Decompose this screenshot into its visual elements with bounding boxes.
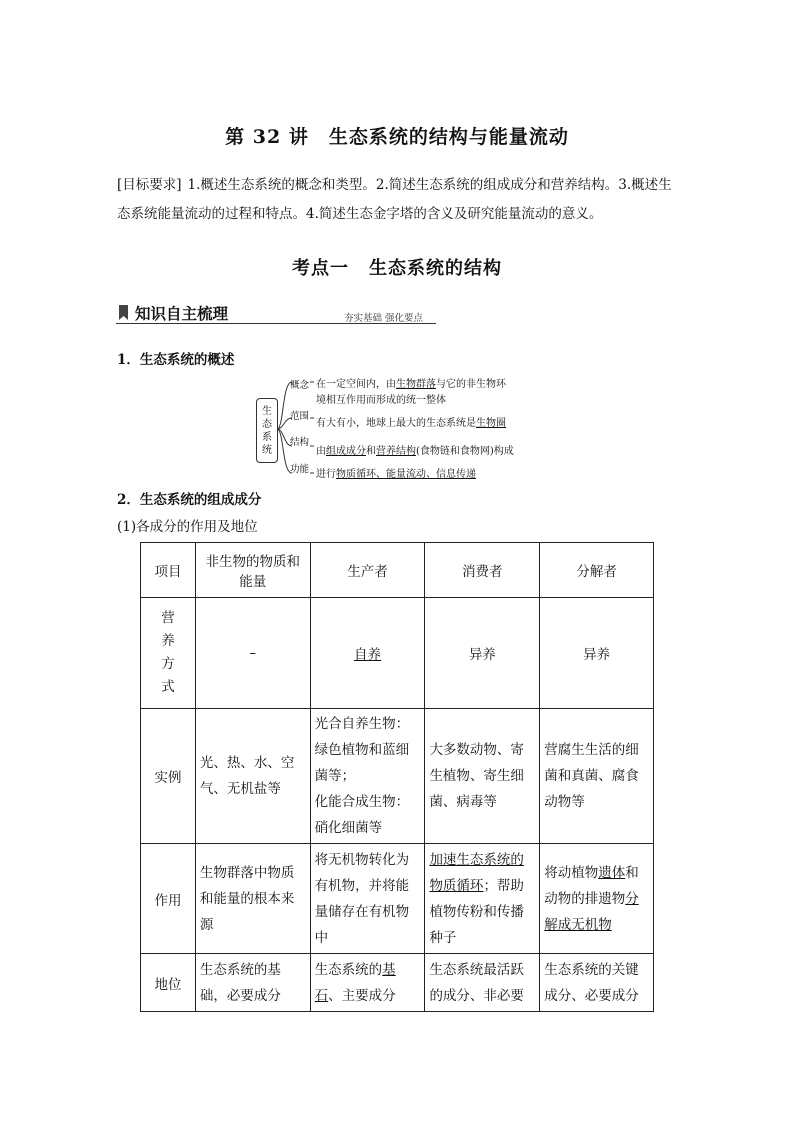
ecosystem-overview-diagram: [256, 370, 556, 486]
objectives-text: 1.概述生态系统的概念和类型。2.简述生态系统的组成成分和营养结构。3.概述生态系统能量流动的过程和特点。4.简述生态金字塔的含义及研究能量流动的意义。: [117, 177, 672, 222]
branch-text-concept-line2: 境相互作用而形成的统一整体: [316, 395, 446, 406]
table-cell: [310, 598, 425, 709]
text: 与它的非生物环: [436, 379, 506, 390]
diagram-root: [256, 398, 278, 463]
table-cell: 将无机物转化为有机物，并将能量储存在有机物中: [310, 844, 425, 954]
components-table: [140, 542, 654, 1012]
row-label: [141, 598, 196, 709]
underlined-term: 组成成分: [326, 446, 366, 457]
table-cell: [310, 954, 425, 1012]
heading-overview: 1．生态系统的概述: [117, 352, 235, 368]
table-cell: –: [195, 598, 310, 709]
row-label-char: 营: [161, 610, 175, 626]
section-rule: [116, 323, 436, 324]
table-row-nutrition: [141, 598, 654, 709]
table-header-row: [141, 543, 654, 598]
branch-text-concept: [316, 375, 506, 390]
row-label-char: 式: [161, 679, 175, 695]
heading-roles: (1)各成分的作用及地位: [117, 519, 258, 535]
table-cell: 光、热、水、空气、无机盐等: [195, 709, 310, 844]
cell-line: 光合自养生物：: [314, 716, 410, 732]
bookmark-icon: [118, 305, 129, 320]
table-cell: 生物群落中物质和能量的根本来源: [195, 844, 310, 954]
underlined-term: 自养: [354, 647, 382, 663]
table-cell: 生态系统的关键成分、必要成分: [540, 954, 654, 1012]
table-cell: [310, 709, 425, 844]
branch-label-structure: 结构: [290, 437, 310, 448]
table-cell: 生态系统的基础，必要成分: [195, 954, 310, 1012]
branch-label-concept: 概念: [290, 380, 310, 391]
table-header-cell: 非生物的物质和能量: [195, 543, 310, 598]
text: 将动植物: [544, 864, 599, 881]
table-header-cell: 分解者: [540, 543, 654, 598]
text: 生态系统的: [314, 961, 383, 978]
table-cell: 异养: [540, 598, 654, 709]
table-cell: [540, 844, 654, 954]
heading-components: 2．生态系统的组成成分: [117, 492, 262, 508]
lecture-name: 生态系统的结构与能量流动: [328, 126, 569, 148]
root-char: 统: [262, 444, 272, 456]
root-char: 生: [262, 405, 272, 417]
kaodian-label: 考点一: [292, 258, 349, 279]
underlined-term: 生物圈: [476, 418, 506, 429]
section-label: 知识自主梳理: [135, 305, 229, 323]
branch-label-function: 功能: [290, 464, 310, 475]
cell-line: 绿色植物和蓝细菌等；: [314, 742, 410, 784]
table-row-status: [141, 954, 654, 1012]
section-motto: 夯实基础 强化要点: [344, 313, 424, 324]
row-label-char: 方: [161, 656, 175, 672]
text: 和动物的排遗物: [544, 864, 639, 907]
text: (食物链和食物网)构成: [416, 446, 514, 457]
kaodian-title: [0, 254, 794, 280]
objectives-tag: [目标要求]: [117, 177, 182, 193]
text: 和: [366, 446, 376, 457]
table-row-examples: [141, 709, 654, 844]
text: ；帮助植物传粉和传播种子: [429, 877, 524, 946]
section-header: [116, 302, 436, 324]
root-char: 系: [262, 431, 272, 443]
row-label-char: 养: [161, 633, 175, 649]
underlined-term: 基石: [314, 961, 396, 1004]
text: 有大有小，地球上最大的生态系统是: [316, 418, 476, 429]
underlined-term: 加速生态系统的物质循环: [429, 851, 524, 894]
text: 、主要成分: [328, 987, 396, 1004]
table-header-cell: 消费者: [425, 543, 540, 598]
table-cell: [425, 844, 540, 954]
text: 由: [316, 446, 326, 457]
page-title: [0, 122, 794, 149]
lecture-number: 第 32 讲: [225, 126, 309, 148]
underlined-term: 物质循环、能量流动、信息传递: [336, 469, 476, 480]
objectives: [117, 171, 679, 229]
row-label: 作用: [141, 844, 196, 954]
cell-line: 硝化细菌等: [314, 820, 383, 836]
underlined-term: 分解成无机物: [544, 890, 639, 933]
row-label: 实例: [141, 709, 196, 844]
kaodian-name: 生态系统的结构: [369, 258, 502, 279]
table-header-cell: 项目: [141, 543, 196, 598]
text: 在一定空间内，由: [316, 379, 396, 390]
table-cell: 营腐生生活的细菌和真菌、腐食动物等: [540, 709, 654, 844]
text: 进行: [316, 469, 336, 480]
table-header-cell: 生产者: [310, 543, 425, 598]
branch-label-scope: 范围: [290, 411, 310, 422]
branch-text-function: [316, 465, 476, 480]
branch-text-structure: [316, 442, 514, 457]
underlined-term: 遗体: [598, 864, 626, 881]
underlined-term: 生物群落: [396, 379, 436, 390]
branch-text-scope: [316, 414, 506, 429]
cell-line: 化能合成生物：: [314, 794, 410, 810]
table-cell: 生态系统最活跃的成分、非必要: [425, 954, 540, 1012]
table-cell: 大多数动物、寄生植物、寄生细菌、病毒等: [425, 709, 540, 844]
table-cell: 异养: [425, 598, 540, 709]
row-label: 地位: [141, 954, 196, 1012]
underlined-term: 营养结构: [376, 446, 416, 457]
root-char: 态: [262, 418, 272, 430]
table-row-function: [141, 844, 654, 954]
